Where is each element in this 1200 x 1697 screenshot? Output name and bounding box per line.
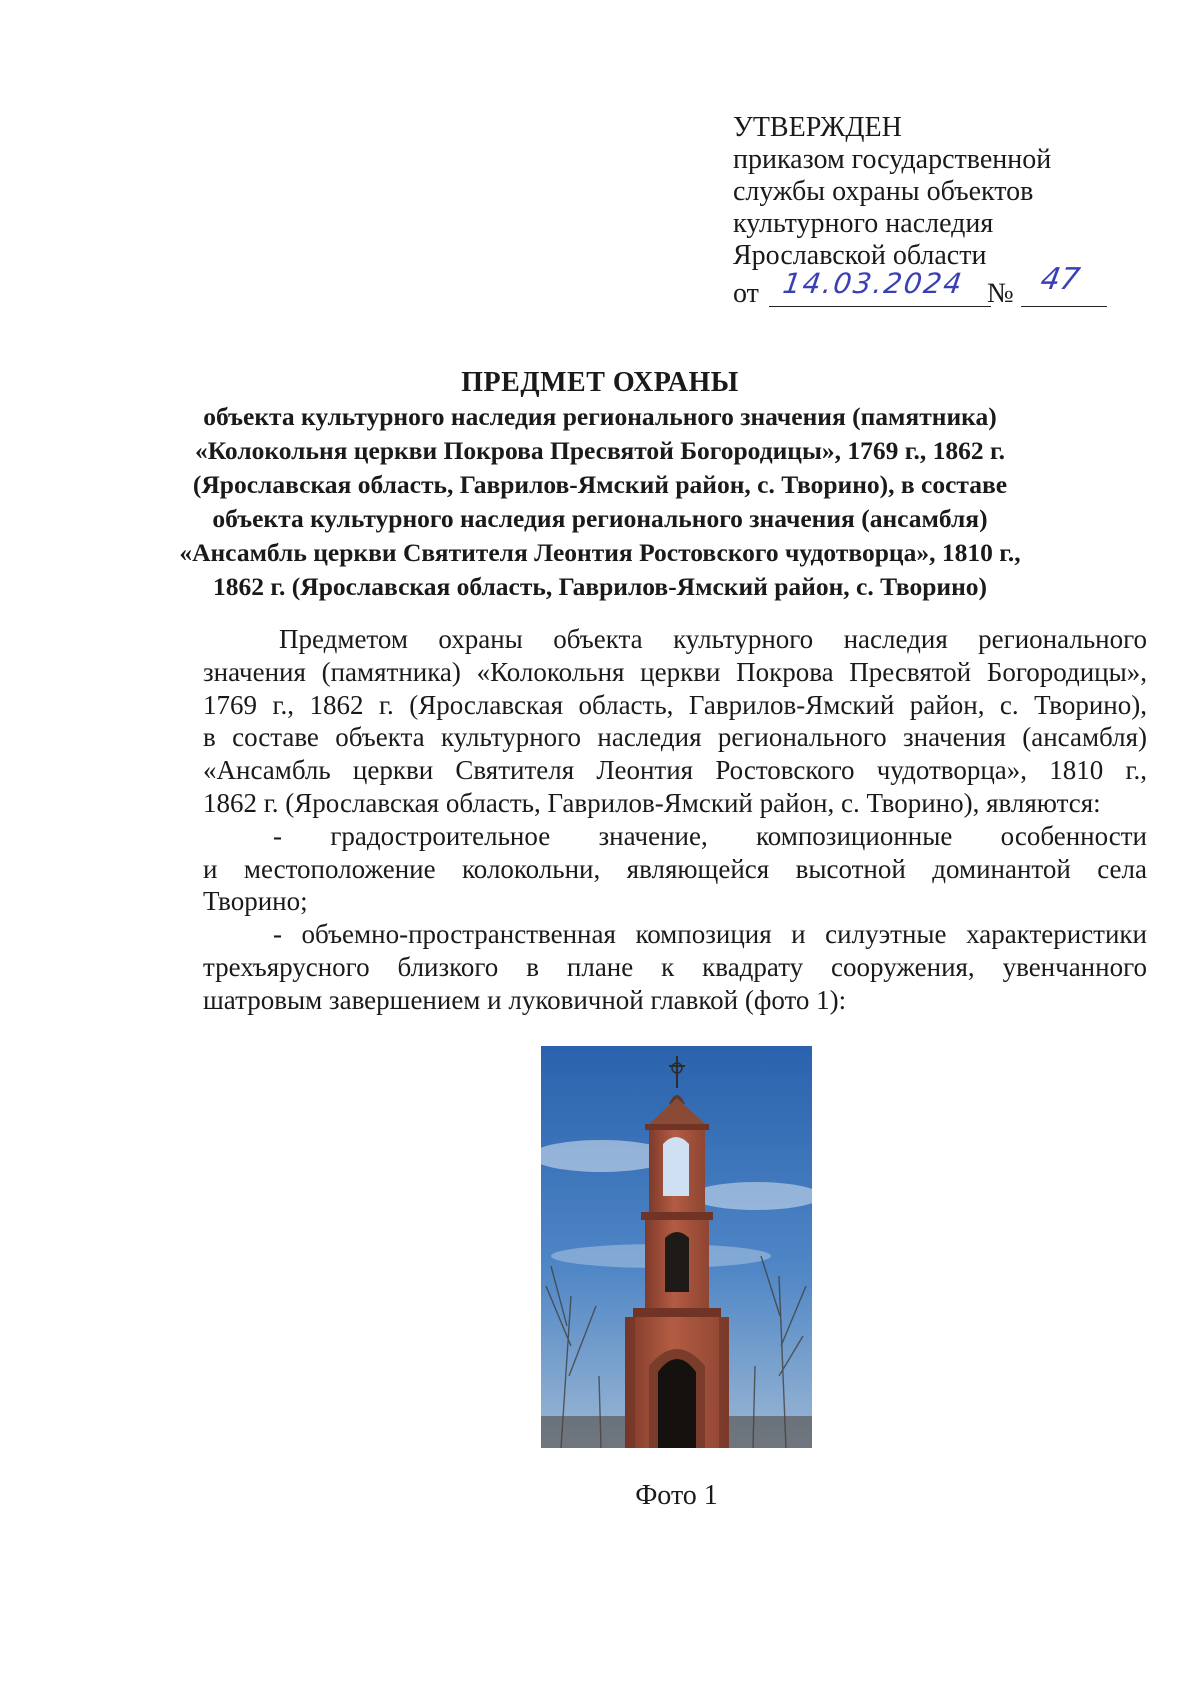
paragraph-line: 1769 г., 1862 г. (Ярославская область, Гаврилов-Ямский район, с. Творино), xyxy=(203,689,1147,720)
approval-line: Ярославской области xyxy=(733,240,987,271)
title-line: «Колокольня церкви Покрова Пресвятой Богородицы», 1769 г., 1862 г. xyxy=(194,436,1006,465)
list-item-line: и местоположение колокольни, являющейся высотной доминантой села xyxy=(203,853,1147,884)
number-prefix: № xyxy=(987,278,1014,309)
bell-tower-photo xyxy=(541,1046,812,1448)
title-line: (Ярославская область, Гаврилов-Ямский район, с. Творино), в составе xyxy=(192,470,1008,499)
paragraph-line: значения (памятника) «Колокольня церкви Покрова Пресвятой Богородицы», xyxy=(203,656,1147,687)
approval-date-number-line xyxy=(733,262,1133,314)
title-line: 1862 г. (Ярославская область, Гаврилов-Ямский район, с. Творино) xyxy=(212,572,988,601)
paragraph-line: «Ансамбль церкви Святителя Леонтия Ростовского чудотворца», 1810 г., xyxy=(203,755,1147,786)
approval-heading: УТВЕРЖДЕН xyxy=(733,112,902,143)
list-item-line: трехъярусного близкого в плане к квадрату сооружения, увенчанного xyxy=(203,951,1147,982)
list-item-line: - объемно-пространственная композиция и силуэтные характеристики xyxy=(273,919,1147,950)
document-title xyxy=(170,366,1030,604)
title-line: «Ансамбль церкви Святителя Леонтия Ростовского чудотворца», 1810 г., xyxy=(179,538,1021,567)
approval-line: культурного наследия xyxy=(733,208,994,239)
list-item-line: - градостроительное значение, композиционные особенности xyxy=(273,820,1147,851)
photo-caption: Фото 1 xyxy=(635,1480,718,1511)
list-item-line: Творино; xyxy=(203,886,308,917)
approval-line: службы охраны объектов xyxy=(733,176,1034,207)
handwritten-date: 14.03.2024 xyxy=(780,267,966,300)
date-prefix: от xyxy=(733,278,759,309)
title-line: объекта культурного наследия регионального значения (памятника) xyxy=(203,402,997,431)
list-item-line: шатровым завершением и луковичной главкой (фото 1): xyxy=(203,984,847,1015)
body-text xyxy=(203,623,1147,1017)
number-underline xyxy=(1021,306,1107,307)
date-underline xyxy=(769,306,991,307)
title-heading: ПРЕДМЕТ ОХРАНЫ xyxy=(461,367,739,398)
paragraph-line: в составе объекта культурного наследия регионального значения (ансамбля) xyxy=(203,722,1147,753)
handwritten-number: 47 xyxy=(1038,262,1083,297)
approval-line: приказом государственной xyxy=(733,144,1052,175)
title-line: объекта культурного наследия регионального значения (ансамбля) xyxy=(212,504,988,533)
paragraph-line: Предметом охраны объекта культурного наследия регионального xyxy=(279,624,1147,654)
approval-stamp-block xyxy=(733,112,1133,314)
paragraph-line: 1862 г. (Ярославская область, Гаврилов-Ямский район, с. Творино), являются: xyxy=(203,787,1101,818)
